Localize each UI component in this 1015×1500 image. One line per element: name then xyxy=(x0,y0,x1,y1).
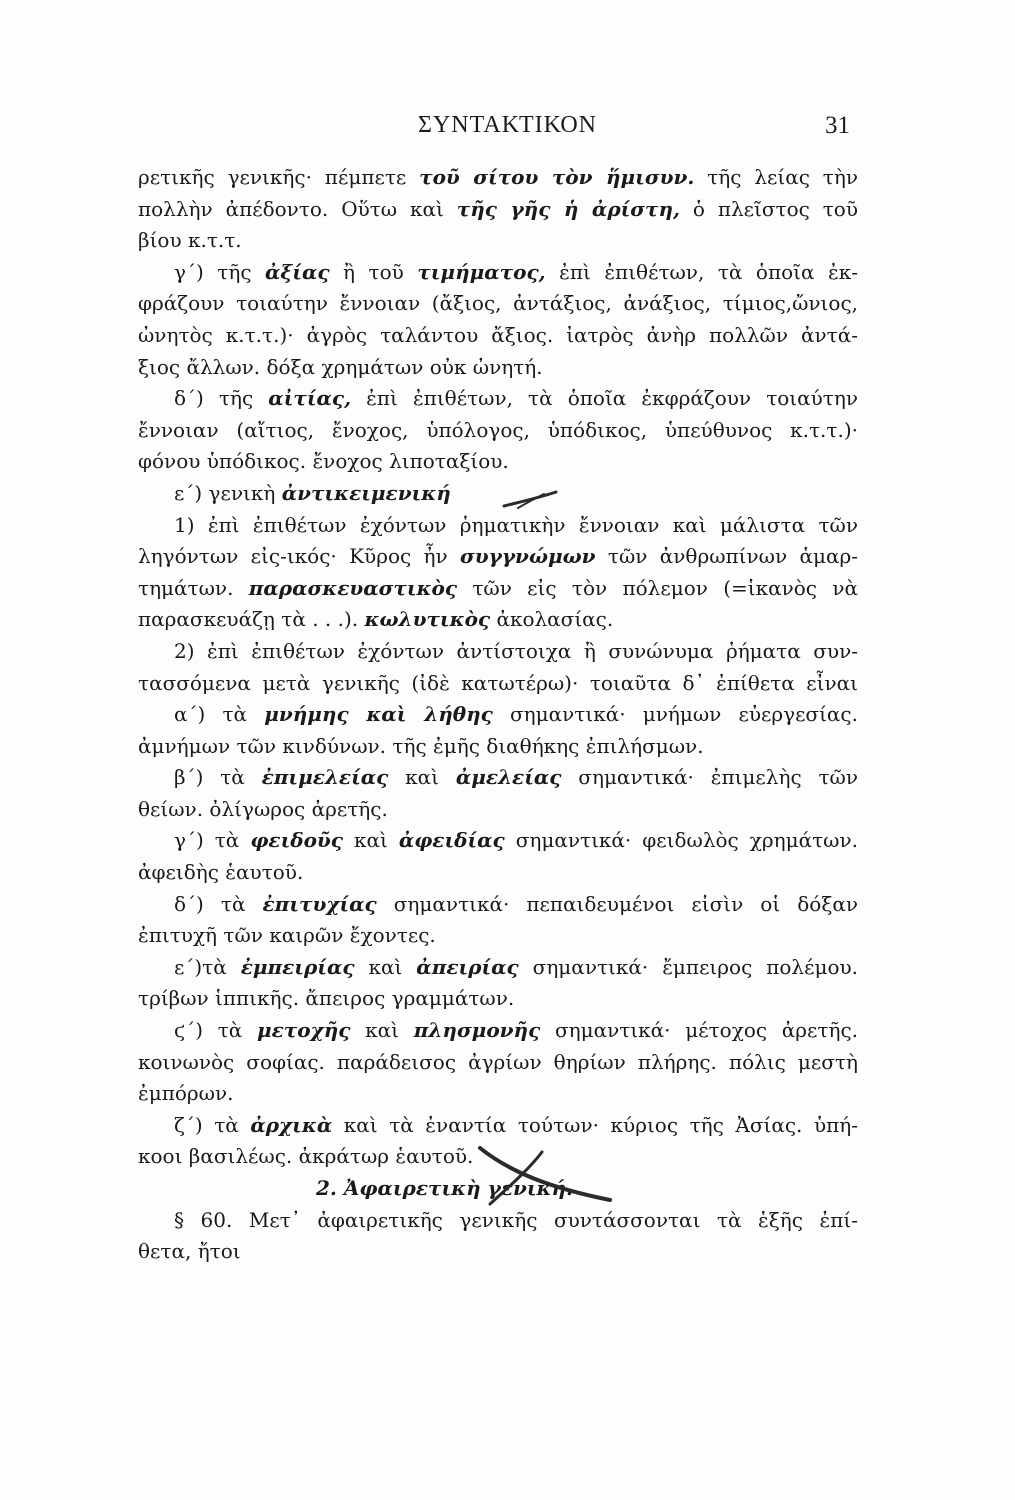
emphasized-term: ἀφειδίας xyxy=(398,828,505,853)
emphasized-term: μετοχῆς xyxy=(257,1018,351,1043)
emphasized-term: τοῦ σίτου τὸν ἥμισυν. xyxy=(419,165,695,189)
emphasized-term: τῆς γῆς ἡ ἀρίστη, xyxy=(456,196,681,221)
text-segment: α΄) τὰ xyxy=(174,702,265,727)
text-line xyxy=(138,510,858,542)
emphasized-term: ἀρχικὰ xyxy=(250,1112,333,1137)
text-line xyxy=(138,794,858,826)
text-line xyxy=(138,1236,858,1268)
text-segment: ἀμνήμων τῶν κινδύνων. τῆς ἐμῆς διαθήκης ἐπιλήσμων. xyxy=(138,733,704,758)
emphasized-term: ἐπιτυχίας xyxy=(262,891,377,916)
text-line xyxy=(138,288,858,320)
text-line xyxy=(138,1015,858,1047)
emphasized-term: φειδοῦς xyxy=(250,828,343,853)
text-line xyxy=(138,415,858,447)
text-line xyxy=(138,257,858,289)
page-number: 31 xyxy=(825,112,850,139)
emphasized-term: ἀντικειμενική xyxy=(281,480,451,505)
text-segment: § 60. Μετ᾿ ἀφαιρετικῆς γενικῆς συντάσσονται τὰ ἑξῆς ἐπί- xyxy=(174,1207,858,1232)
text-segment: θετα, ἤτοι xyxy=(138,1239,241,1264)
text-segment: τασσόμενα μετὰ γενικῆς (ἰδὲ κατωτέρω)· τοιαῦτα δ᾿ ἐπίθετα εἶναι xyxy=(138,670,858,695)
text-line xyxy=(138,952,858,984)
text-segment: ε΄)τὰ xyxy=(174,954,241,979)
text-segment: ἐπὶ ἐπιθέτων, τὰ ὁποῖα ἐκφράζουν τοιαύτην xyxy=(351,386,858,411)
text-segment: ἀκολασίας. xyxy=(490,607,614,632)
text-segment: γ΄) τὰ xyxy=(174,828,251,853)
text-segment: καὶ xyxy=(354,954,417,979)
text-segment: καὶ xyxy=(388,765,456,790)
text-line xyxy=(138,889,858,921)
text-segment: σημαντικά· φειδωλὸς χρημάτων. xyxy=(504,828,858,853)
text-line xyxy=(138,1173,858,1205)
text-segment: βίου κ.τ.τ. xyxy=(138,228,242,253)
section-heading: 2. Ἀφαιρετικὴ γενική. xyxy=(316,1176,574,1200)
text-segment: β΄) τὰ xyxy=(174,765,262,790)
text-segment: 1) ἐπὶ ἐπιθέτων ἐχόντων ῥηματικὴν ἔννοιαν καὶ μάλιστα τῶν xyxy=(174,512,858,537)
text-line xyxy=(138,699,858,731)
text-segment: τῶν ἀνθρωπίνων ἁμαρ- xyxy=(595,544,858,569)
text-segment: ὁ πλεῖστος τοῦ xyxy=(680,196,858,221)
text-segment: ἔννοιαν (αἴτιος, ἔνοχος, ὑπόλογος, ὑπόδικος, ὑπεύθυνος κ.τ.τ.)· xyxy=(138,417,858,442)
text-segment: φράζουν τοιαύτην ἔννοιαν (ἄξιος, ἀντάξιος, ἀνάξιος, τίμιος,ὤνιος, xyxy=(138,291,858,316)
text-segment: σημαντικά· ἔμπειρος πολέμου. xyxy=(518,954,858,979)
text-segment: ε΄) γενικὴ xyxy=(174,480,282,505)
emphasized-term: συγγνώμων xyxy=(460,544,596,569)
text-segment: ληγόντων εἰς-ικός· Κῦρος ἦν xyxy=(138,544,461,569)
text-segment: ὠνητὸς κ.τ.τ.)· ἀγρὸς ταλάντου ἄξιος. ἰατρὸς ἀνὴρ πολλῶν ἀντά- xyxy=(138,322,858,347)
text-segment: τῆς λείας τὴν xyxy=(694,165,858,189)
text-line xyxy=(138,825,858,857)
emphasized-term: αἰτίας, xyxy=(268,386,352,411)
text-line xyxy=(138,320,858,352)
page-header xyxy=(0,112,1015,152)
emphasized-term: ἀμελείας xyxy=(455,765,562,790)
text-segment: σημαντικά· μέτοχος ἀρετῆς. xyxy=(540,1018,858,1043)
text-segment: σημαντικά· μνήμων εὐεργεσίας. xyxy=(492,702,858,727)
text-segment: ξιος ἄλλων. δόξα χρημάτων οὐκ ὠνητή. xyxy=(138,354,543,379)
emphasized-term: τιμήματος, xyxy=(417,259,546,284)
text-line xyxy=(138,604,858,636)
text-line xyxy=(138,636,858,668)
text-segment: φόνου ὑπόδικος. ἔνοχος λιποταξίου. xyxy=(138,449,509,474)
text-segment: πολλὴν ἀπέδοντο. Οὕτω καὶ xyxy=(138,196,457,221)
text-segment: ἐπιτυχῆ τῶν καιρῶν ἔχοντες. xyxy=(138,923,436,948)
text-segment: θείων. ὀλίγωρος ἀρετῆς. xyxy=(138,796,388,821)
emphasized-term: κωλυτικὸς xyxy=(364,607,491,632)
text-line xyxy=(138,983,858,1015)
text-segment: ἐμπόρων. xyxy=(138,1081,234,1106)
text-segment: δ΄) τῆς xyxy=(174,386,269,411)
text-segment: τῶν εἰς τὸν πόλεμον (=ἱκανὸς νὰ xyxy=(457,575,858,600)
text-line xyxy=(138,1141,858,1173)
text-segment: σημαντικά· ἐπιμελὴς τῶν xyxy=(561,765,858,790)
text-segment: ἐπὶ ἐπιθέτων, τὰ ὁποῖα ἐκ- xyxy=(545,259,858,284)
text-line xyxy=(138,162,858,194)
text-segment: ρετικῆς γενικῆς· πέμπετε xyxy=(138,165,420,189)
text-line xyxy=(138,446,858,478)
text-segment: γ΄) τῆς xyxy=(174,259,266,284)
text-segment: καὶ xyxy=(342,828,399,853)
text-line xyxy=(138,541,858,573)
text-segment: σημαντικά· πεπαιδευμένοι εἰσὶν οἱ δόξαν xyxy=(376,891,858,916)
text-line xyxy=(138,857,858,889)
text-segment: δ΄) τὰ xyxy=(174,891,263,916)
text-segment: παρασκευάζῃ τὰ . . .). xyxy=(138,607,365,632)
text-segment: τρίβων ἱππικῆς. ἄπειρος γραμμάτων. xyxy=(138,986,515,1011)
emphasized-term: παρασκευαστικὸς xyxy=(248,575,458,600)
text-segment: τημάτων. xyxy=(138,575,249,600)
emphasized-term: ἀπειρίας xyxy=(416,954,519,979)
text-line xyxy=(138,731,858,763)
body-text xyxy=(138,162,858,1268)
emphasized-term: μνήμης καὶ λήθης xyxy=(264,702,493,727)
text-segment: ἀφειδὴς ἑαυτοῦ. xyxy=(138,860,304,885)
emphasized-term: ἀξίας xyxy=(265,259,330,284)
text-line xyxy=(138,194,858,226)
emphasized-term: πλησμονῆς xyxy=(413,1018,541,1043)
text-segment: κοινωνὸς σοφίας. παράδεισος ἀγρίων θηρίων πλήρης. πόλις μεστὴ xyxy=(138,1049,858,1074)
text-line xyxy=(138,352,858,384)
text-line xyxy=(138,1078,858,1110)
text-line xyxy=(138,762,858,794)
text-line xyxy=(138,383,858,415)
running-title: ΣΥΝΤΑΚΤΙΚΟΝ xyxy=(418,112,597,138)
text-line xyxy=(138,573,858,605)
text-line xyxy=(138,920,858,952)
text-line xyxy=(138,1047,858,1079)
text-line xyxy=(138,225,858,257)
emphasized-term: ἐπιμελείας xyxy=(261,765,389,790)
text-segment: ἢ τοῦ xyxy=(329,259,418,284)
text-line xyxy=(138,668,858,700)
text-segment: κοοι βασιλέως. ἀκράτωρ ἑαυτοῦ. xyxy=(138,1144,474,1169)
text-segment: καὶ τὰ ἐναντία τούτων· κύριος τῆς Ἀσίας. ὑπή- xyxy=(332,1112,858,1137)
emphasized-term: ἐμπειρίας xyxy=(240,954,355,979)
text-line xyxy=(138,1205,858,1237)
text-segment: 2) ἐπὶ ἐπιθέτων ἐχόντων ἀντίστοιχα ἢ συνώνυμα ῥήματα συν- xyxy=(174,638,858,663)
text-segment: ϛ΄) τὰ xyxy=(174,1018,257,1043)
text-line xyxy=(138,478,858,510)
text-line xyxy=(138,1110,858,1142)
text-segment: ζ΄) τὰ xyxy=(174,1112,251,1137)
text-segment: καὶ xyxy=(350,1018,414,1043)
